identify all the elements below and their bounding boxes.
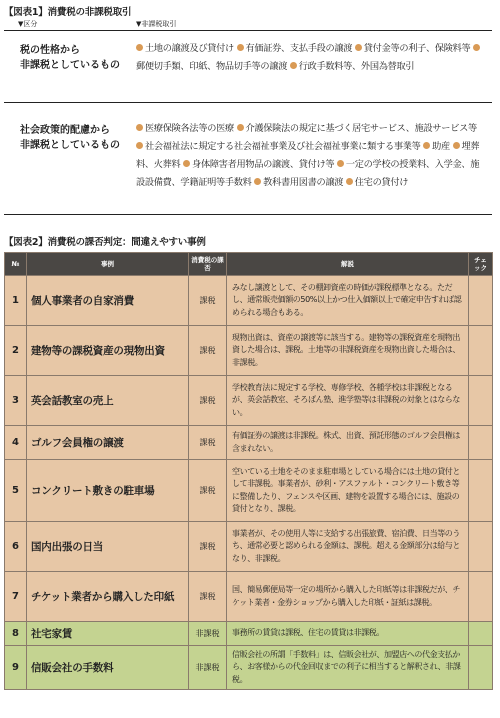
tax-judgement: 課税	[189, 426, 227, 460]
figure1-title: 【図表1】消費税の非課税取引	[4, 7, 132, 18]
figure2-title: 【図表2】消費税の課否判定：間違えやすい事例	[4, 237, 206, 248]
explanation-text: 事務所の賃貸は課税、住宅の賃貸は非課税。	[227, 622, 469, 646]
transaction-list	[136, 40, 486, 76]
table-row	[5, 572, 493, 622]
transaction-text: 一定の学校の授業料、入学金、施設設備費、学籍証明等手数料	[136, 159, 480, 188]
header-category: ▼区分	[18, 20, 38, 28]
case-name: 個人事業者の自家消費	[27, 276, 189, 326]
header-check: チェック	[469, 253, 493, 276]
bullet-icon	[337, 160, 344, 167]
table-row	[5, 326, 493, 376]
explanation-text: 有価証券の譲渡は非課税。株式、出資、預託形態のゴルフ会員権は含まれない。	[227, 426, 469, 460]
figure1-row-social-policy	[4, 112, 492, 215]
check-cell	[469, 376, 493, 426]
transaction-item	[237, 123, 477, 134]
bullet-icon	[473, 44, 480, 51]
transaction-item	[237, 43, 353, 54]
bullet-icon	[355, 44, 362, 51]
bullet-icon	[237, 44, 244, 51]
bullet-icon	[290, 62, 297, 69]
tax-judgement: 課税	[189, 522, 227, 572]
transaction-text: 教科書用図書の譲渡	[263, 177, 344, 188]
explanation-text: 学校教育法に規定する学校、専修学校、各種学校は非課税となるが、英会話教室、そろばん塾、進学塾等は非課税の対象とはならない。	[227, 376, 469, 426]
tax-judgement: 非課税	[189, 646, 227, 690]
transaction-item	[136, 43, 234, 54]
check-cell	[469, 572, 493, 622]
bullet-icon	[254, 178, 261, 185]
case-name: 信販会社の手数料	[27, 646, 189, 690]
table-row	[5, 276, 493, 326]
check-cell	[469, 522, 493, 572]
tax-judgement: 課税	[189, 376, 227, 426]
row-number: 7	[5, 572, 27, 622]
table-row	[5, 646, 493, 690]
tax-judgement: 課税	[189, 460, 227, 522]
header-explanation: 解説	[227, 253, 469, 276]
transaction-text: 貸付金等の利子、保険料等	[363, 43, 471, 54]
table-row	[5, 622, 493, 646]
check-cell	[469, 426, 493, 460]
check-cell	[469, 460, 493, 522]
category-line: 税の性格から	[20, 45, 80, 56]
table-row	[5, 426, 493, 460]
figure1-header	[4, 18, 492, 31]
category-label	[20, 43, 138, 73]
header-no: №	[5, 253, 27, 276]
category-line: 非課税としているもの	[20, 60, 120, 71]
category-label	[20, 123, 138, 153]
bullet-icon	[183, 160, 190, 167]
bullet-icon	[237, 124, 244, 131]
bullet-icon	[136, 142, 143, 149]
tax-judgement: 課税	[189, 276, 227, 326]
explanation-text: みなし譲渡として、その棚卸資産の時価が課税標準となる。ただし、通常販売価額の50%以上かつ仕入価額以上で確定申告すれば認められる場合もある。	[227, 276, 469, 326]
case-name: ゴルフ会員権の譲渡	[27, 426, 189, 460]
check-cell	[469, 622, 493, 646]
row-number: 5	[5, 460, 27, 522]
tax-judgement-table	[4, 252, 493, 690]
header-judgement: 消費税の課否	[189, 253, 227, 276]
transaction-item	[254, 177, 343, 188]
row-number: 3	[5, 376, 27, 426]
header-transactions: ▼非課税取引	[136, 20, 177, 28]
row-number: 8	[5, 622, 27, 646]
transaction-text: 住宅の貸付け	[354, 177, 409, 188]
check-cell	[469, 276, 493, 326]
case-name: 社宅家賃	[27, 622, 189, 646]
transaction-item	[136, 123, 234, 134]
figure1-row-tax-nature	[4, 32, 492, 103]
table-header-row	[5, 253, 493, 276]
table-row	[5, 460, 493, 522]
bullet-icon	[423, 142, 430, 149]
transaction-text: 土地の譲渡及び貸付け	[145, 43, 234, 54]
header-case: 事例	[27, 253, 189, 276]
explanation-text: 空いている土地をそのまま駐車場としている場合には土地の貸付として非課税。事業者が、砂利・アスファルト・コンクリート敷き等に整備したり、フェンスや区画、建物を設置する場合には、施設の貸付となり、課税。	[227, 460, 469, 522]
explanation-text: 信販会社の所謂「手数料」は、信販会社が、加盟店への代金支払から、お客様からの代金回収までの利子に相当すると解釈され、非課税。	[227, 646, 469, 690]
case-name: チケット業者から購入した印紙	[27, 572, 189, 622]
bullet-icon	[346, 178, 353, 185]
transaction-list	[136, 120, 486, 192]
case-name: 国内出張の日当	[27, 522, 189, 572]
transaction-text: 埋葬料、火葬料	[136, 141, 480, 170]
transaction-item	[290, 61, 415, 72]
transaction-text: 郵便切手類、印紙、物品切手等の譲渡	[136, 61, 288, 72]
row-number: 9	[5, 646, 27, 690]
transaction-item	[136, 141, 421, 152]
transaction-text: 有価証券、支払手段の譲渡	[245, 43, 353, 54]
tax-judgement: 課税	[189, 572, 227, 622]
transaction-text: 介護保険法の規定に基づく居宅サービス、施設サービス等	[245, 123, 477, 134]
category-line: 非課税としているもの	[20, 140, 120, 151]
table-row	[5, 376, 493, 426]
transaction-item	[355, 43, 471, 54]
case-name: 英会話教室の売上	[27, 376, 189, 426]
transaction-text: 身体障害者用物品の譲渡、貸付け等	[192, 159, 335, 170]
row-number: 6	[5, 522, 27, 572]
bullet-icon	[136, 44, 143, 51]
bullet-icon	[136, 124, 143, 131]
explanation-text: 現物出資は、資産の譲渡等に該当する。建物等の課税資産を現物出資した場合は、課税。土地等の非課税資産を現物出資した場合は、非課税。	[227, 326, 469, 376]
transaction-text: 医療保険各法等の医療	[145, 123, 234, 134]
check-cell	[469, 326, 493, 376]
check-cell	[469, 646, 493, 690]
bullet-icon	[453, 142, 460, 149]
tax-judgement: 課税	[189, 326, 227, 376]
transaction-text: 行政手数料等、外国為替取引	[298, 61, 415, 72]
explanation-text: 事業者が、その使用人等に支給する出張旅費、宿泊費、日当等のうち、通常必要と認められる金額は、課税。超える金額部分は給与となり、非課税。	[227, 522, 469, 572]
case-name: 建物等の課税資産の現物出資	[27, 326, 189, 376]
row-number: 4	[5, 426, 27, 460]
transaction-item	[423, 141, 450, 152]
row-number: 1	[5, 276, 27, 326]
transaction-item	[183, 159, 334, 170]
table-row	[5, 522, 493, 572]
tax-judgement: 非課税	[189, 622, 227, 646]
category-line: 社会政策的配慮から	[20, 125, 110, 136]
row-number: 2	[5, 326, 27, 376]
explanation-text: 国、簡易郵便局等一定の場所から購入した印紙等は非課税だが、チケット業者・金券ショップから購入した印紙・証紙は課税。	[227, 572, 469, 622]
transaction-item	[346, 177, 408, 188]
transaction-text: 社会福祉法に規定する社会福祉事業及び社会福祉事業に類する事業等	[145, 141, 421, 152]
transaction-text: 助産	[432, 141, 450, 152]
case-name: コンクリート敷きの駐車場	[27, 460, 189, 522]
